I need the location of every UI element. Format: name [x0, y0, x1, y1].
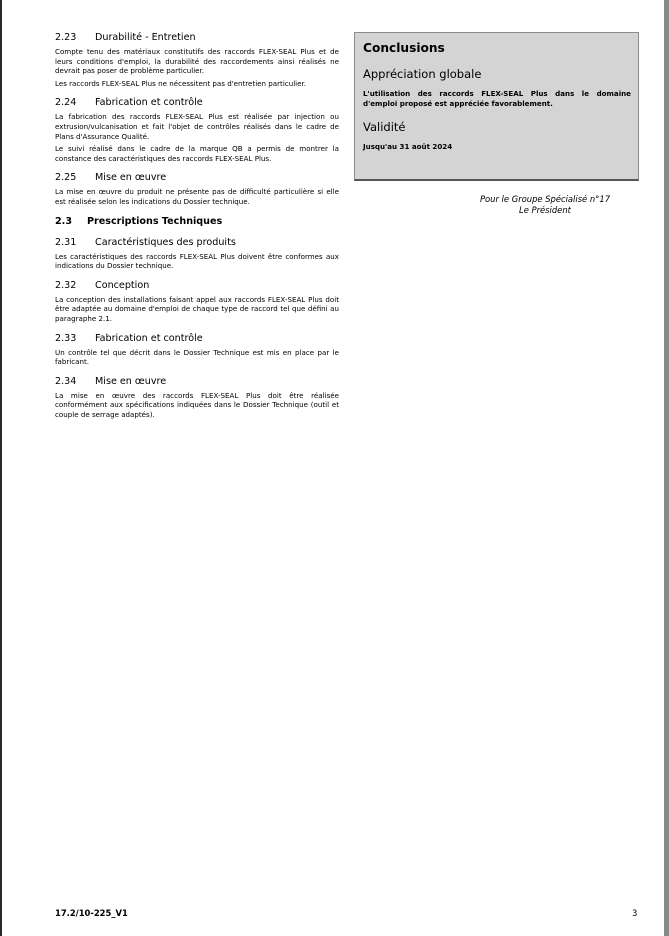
section-heading	[55, 97, 339, 109]
signature-group: Pour le Groupe Spécialisé n°17	[479, 194, 611, 204]
section-heading	[55, 32, 339, 44]
section-2-24	[55, 97, 339, 163]
conclusions-title: Conclusions	[363, 41, 445, 55]
section-number: 2.31	[55, 236, 77, 248]
paragraph: Les caractéristiques des raccords FLEX-SEAL Plus doivent être conformes aux indications du Dossier technique.	[55, 251, 339, 271]
section-2-33	[55, 333, 339, 367]
section-heading	[55, 237, 339, 249]
page-right-edge	[664, 0, 669, 936]
paragraph: La mise en œuvre du produit ne présente pas de difficulté particulière si elle est réalisée selon les indications du Dossier technique.	[55, 187, 339, 206]
section-number: 2.25	[55, 172, 77, 184]
section-2-34	[55, 376, 339, 420]
section-title: Prescriptions Techniques	[87, 215, 223, 227]
section-title: Mise en œuvre	[95, 172, 167, 184]
section-title: Mise en œuvre	[95, 375, 167, 387]
section-title: Conception	[95, 279, 150, 291]
section-heading	[55, 333, 339, 345]
section-title: Fabrication et contrôle	[95, 332, 203, 344]
section-title: Fabrication et contrôle	[95, 97, 203, 109]
section-2-23	[55, 32, 339, 88]
signature-block	[440, 194, 650, 215]
paragraph: Un contrôle tel que décrit dans le Dossier Technique est mis en place par le fabricant.	[55, 347, 339, 367]
signature-role: Le Président	[519, 204, 571, 215]
page-left-edge	[0, 0, 2, 936]
section-heading	[55, 172, 339, 184]
section-number: 2.34	[55, 375, 77, 387]
section-title: Caractéristiques des produits	[95, 236, 236, 248]
section-number: 2.24	[55, 97, 77, 109]
left-column	[55, 32, 339, 428]
section-heading	[55, 280, 339, 292]
appreciation-text: L'utilisation des raccords FLEX-SEAL Plus dans le domaine d'emploi proposé est appréciée favorablement.	[363, 89, 631, 108]
paragraph: Compte tenu des matériaux constitutifs des raccords FLEX-SEAL Plus et de leurs conditions d'emploi, la durabilité des raccordements ainsi réalisés ne devrait pas poser de problème particulier.	[55, 47, 339, 76]
section-number: 2.23	[55, 32, 77, 43]
paragraph: La fabrication des raccords FLEX-SEAL Plus est réalisée par injection ou extrusion/vulcanisation et fait l'objet de contrôles réalisés dans le cadre de Plans d'Assurance Qualité.	[55, 112, 339, 141]
document-reference: 17.2/10-225_V1	[55, 908, 128, 918]
paragraph: La mise en œuvre des raccords FLEX-SEAL Plus doit être réalisée conformément aux spécifications indiquées dans le Dossier Technique (outil et couple de serrage adaptés).	[55, 390, 339, 419]
section-2-32	[55, 280, 339, 324]
section-2-25	[55, 172, 339, 206]
section-number: 2.33	[55, 332, 77, 344]
section-heading	[55, 216, 339, 228]
section-2-3	[55, 216, 339, 228]
section-number: 2.32	[55, 279, 77, 291]
section-heading	[55, 376, 339, 388]
paragraph: Les raccords FLEX-SEAL Plus ne nécessitent pas d'entretien particulier.	[55, 78, 307, 88]
validite-heading: Validité	[363, 120, 406, 135]
appreciation-heading: Appréciation globale	[363, 67, 482, 81]
validite-text: Jusqu'au 31 août 2024	[363, 142, 453, 152]
conclusions-box	[354, 32, 639, 181]
page-number: 3	[632, 908, 638, 918]
paragraph: Le suivi réalisé dans le cadre de la marque QB a permis de montrer la constance des caractéristiques des raccords FLEX-SEAL Plus.	[55, 144, 339, 163]
section-number: 2.3	[55, 215, 72, 227]
paragraph: La conception des installations faisant appel aux raccords FLEX-SEAL Plus doit être adaptée au domaine d'emploi de chaque type de raccord tel que défini au paragraphe 2.1.	[55, 294, 339, 323]
section-2-31	[55, 237, 339, 271]
section-title: Durabilité - Entretien	[95, 32, 196, 43]
